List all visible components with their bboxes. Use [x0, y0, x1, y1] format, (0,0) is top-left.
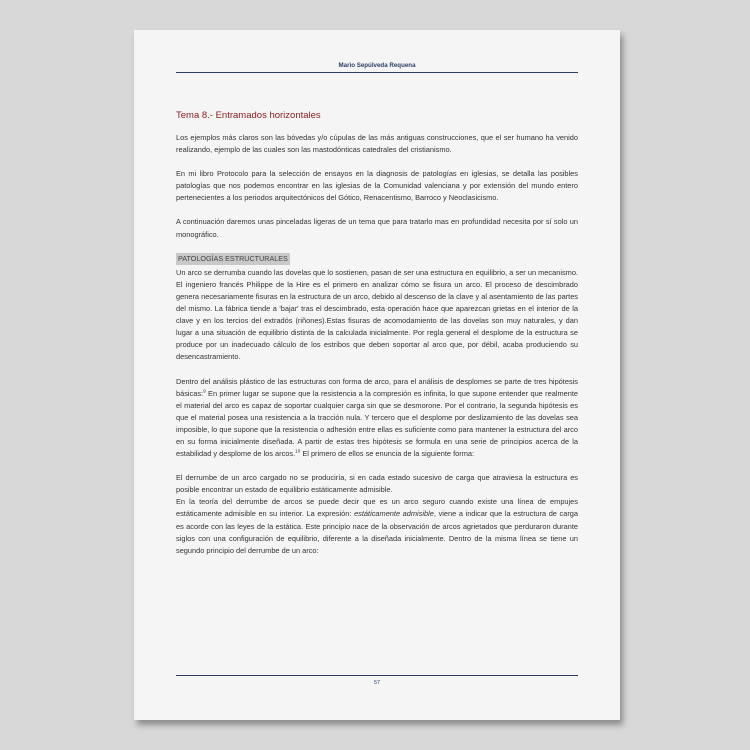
paragraph-5	[176, 376, 578, 461]
footer-rule	[176, 675, 578, 676]
footnote-ref-10[interactable]: 10	[295, 448, 301, 454]
paragraph-6: El derrumbe de un arco cargado no se produciría, si en cada estado sucesivo de carga que atraviesa la estructura es posible encontrar un estado de equilibrio estáticamente admisible.	[176, 473, 578, 495]
document-page	[134, 30, 620, 720]
page-header-author: Mario Sepúlveda Requena	[176, 62, 578, 73]
paragraph-5-part-c: El primero de ellos se enuncia de la siguiente forma:	[300, 449, 475, 459]
paragraph-2: En mi libro Protocolo para la selección de ensayos en la diagnosis de patologías en iglesias, se detalla las posibles patologías que nos podemos encontrar en las iglesias de la Comunidad valenciana y por extensión del mundo entero pertenecientes a los periodos arquitectónicos del Gótico, Renacentismo, Barroco y Neoclasicismo.	[176, 169, 578, 203]
page-number: 57	[373, 680, 381, 686]
page-content	[176, 110, 578, 557]
paragraph-5-part-b: En primer lugar se supone que la resistencia a la compresión es infinita, lo que supone entender que realmente el material del arco es capaz de soportar cualquier carga sin que se desmorone. Por el contrario, la segunda hipótesis es que el material posea una resistencia a la tracción nula. Y tercero que el desplome por deslizamiento de las dovelas sea imposible, lo que supone que la resistencia o adhesión entre ellas es suficiente como para mantener la estructura del arco en su forma inicialmente diseñada. A partir de estas tres hipótesis se formula en una serie de principios acerca de la estabilidad y desplome de los arcos.	[176, 388, 578, 459]
paragraph-1: Los ejemplos más claros son las bóvedas y/o cúpulas de las más antiguas construcciones, que el ser humano ha venido realizando, ejemplo de las cuales son las mastodónticas catedrales del cristianismo.	[176, 133, 578, 155]
paragraph-7-emphasis: estáticamente admisible	[354, 509, 434, 519]
section-heading: PATOLOGÍAS ESTRUCTURALES	[176, 253, 290, 265]
paragraph-7	[176, 496, 578, 556]
paragraph-7-part-b: , viene a indicar que la estructura de carga es acorde con las leyes de la estática. Este principio nace de la observación de arcos agrietados que perduraron durante siglos con una configuración de equilibrio, diferente a la diseñada inicialmente. Dentro de la misma línea se tiene un segundo principio del derrumbe de un arco:	[176, 509, 579, 555]
paragraph-5-part-a: Dentro del análisis plástico de las estructuras con forma de arco, para el análisis de desplomes se parte de tres hipótesis básicas:	[176, 376, 578, 398]
footnote-ref-9[interactable]: 9	[203, 388, 206, 394]
section-heading-wrapper	[176, 253, 578, 267]
paragraph-4: Un arco se derrumba cuando las dovelas que lo sostienen, pasan de ser una estructura en equilibrio, a ser un mecanismo. El ingeniero francés Philippe de la Hire es el primero en analizar cómo se fisura un arco. El proceso de descimbrado genera necesariamente fisuras en la estructura de un arco, debido al descenso de la clave y al asentamiento de las partes del mismo. La fábrica tiende a 'bajar' tras el descimbrado, esta operación hace que aparezcan grietas en el interior de la clave y en los tercios del extradós (riñones).Estas fisuras de acomodamiento de las dovelas son muy naturales, y dan lugar a una situación de equilibrio distinta de la calculada inicialmente. Por regla general el desplome de la estructura se produce por un inadecuado cálculo de los estribos que deben soportar al arco que, por débil, acaba produciendo su desencastramiento.	[176, 267, 578, 362]
paragraph-7-part-a: En la teoría del derrumbe de arcos se puede decir que es un arco seguro cuando existe una línea de empujes estáticamente admisible en su interior. La expresión:	[176, 497, 578, 519]
chapter-title: Tema 8.- Entramados horizontales	[176, 110, 321, 121]
paragraph-3: A continuación daremos unas pinceladas ligeras de un tema que para tratarlo mas en profundidad necesita por sí solo un monográfico.	[176, 217, 578, 239]
